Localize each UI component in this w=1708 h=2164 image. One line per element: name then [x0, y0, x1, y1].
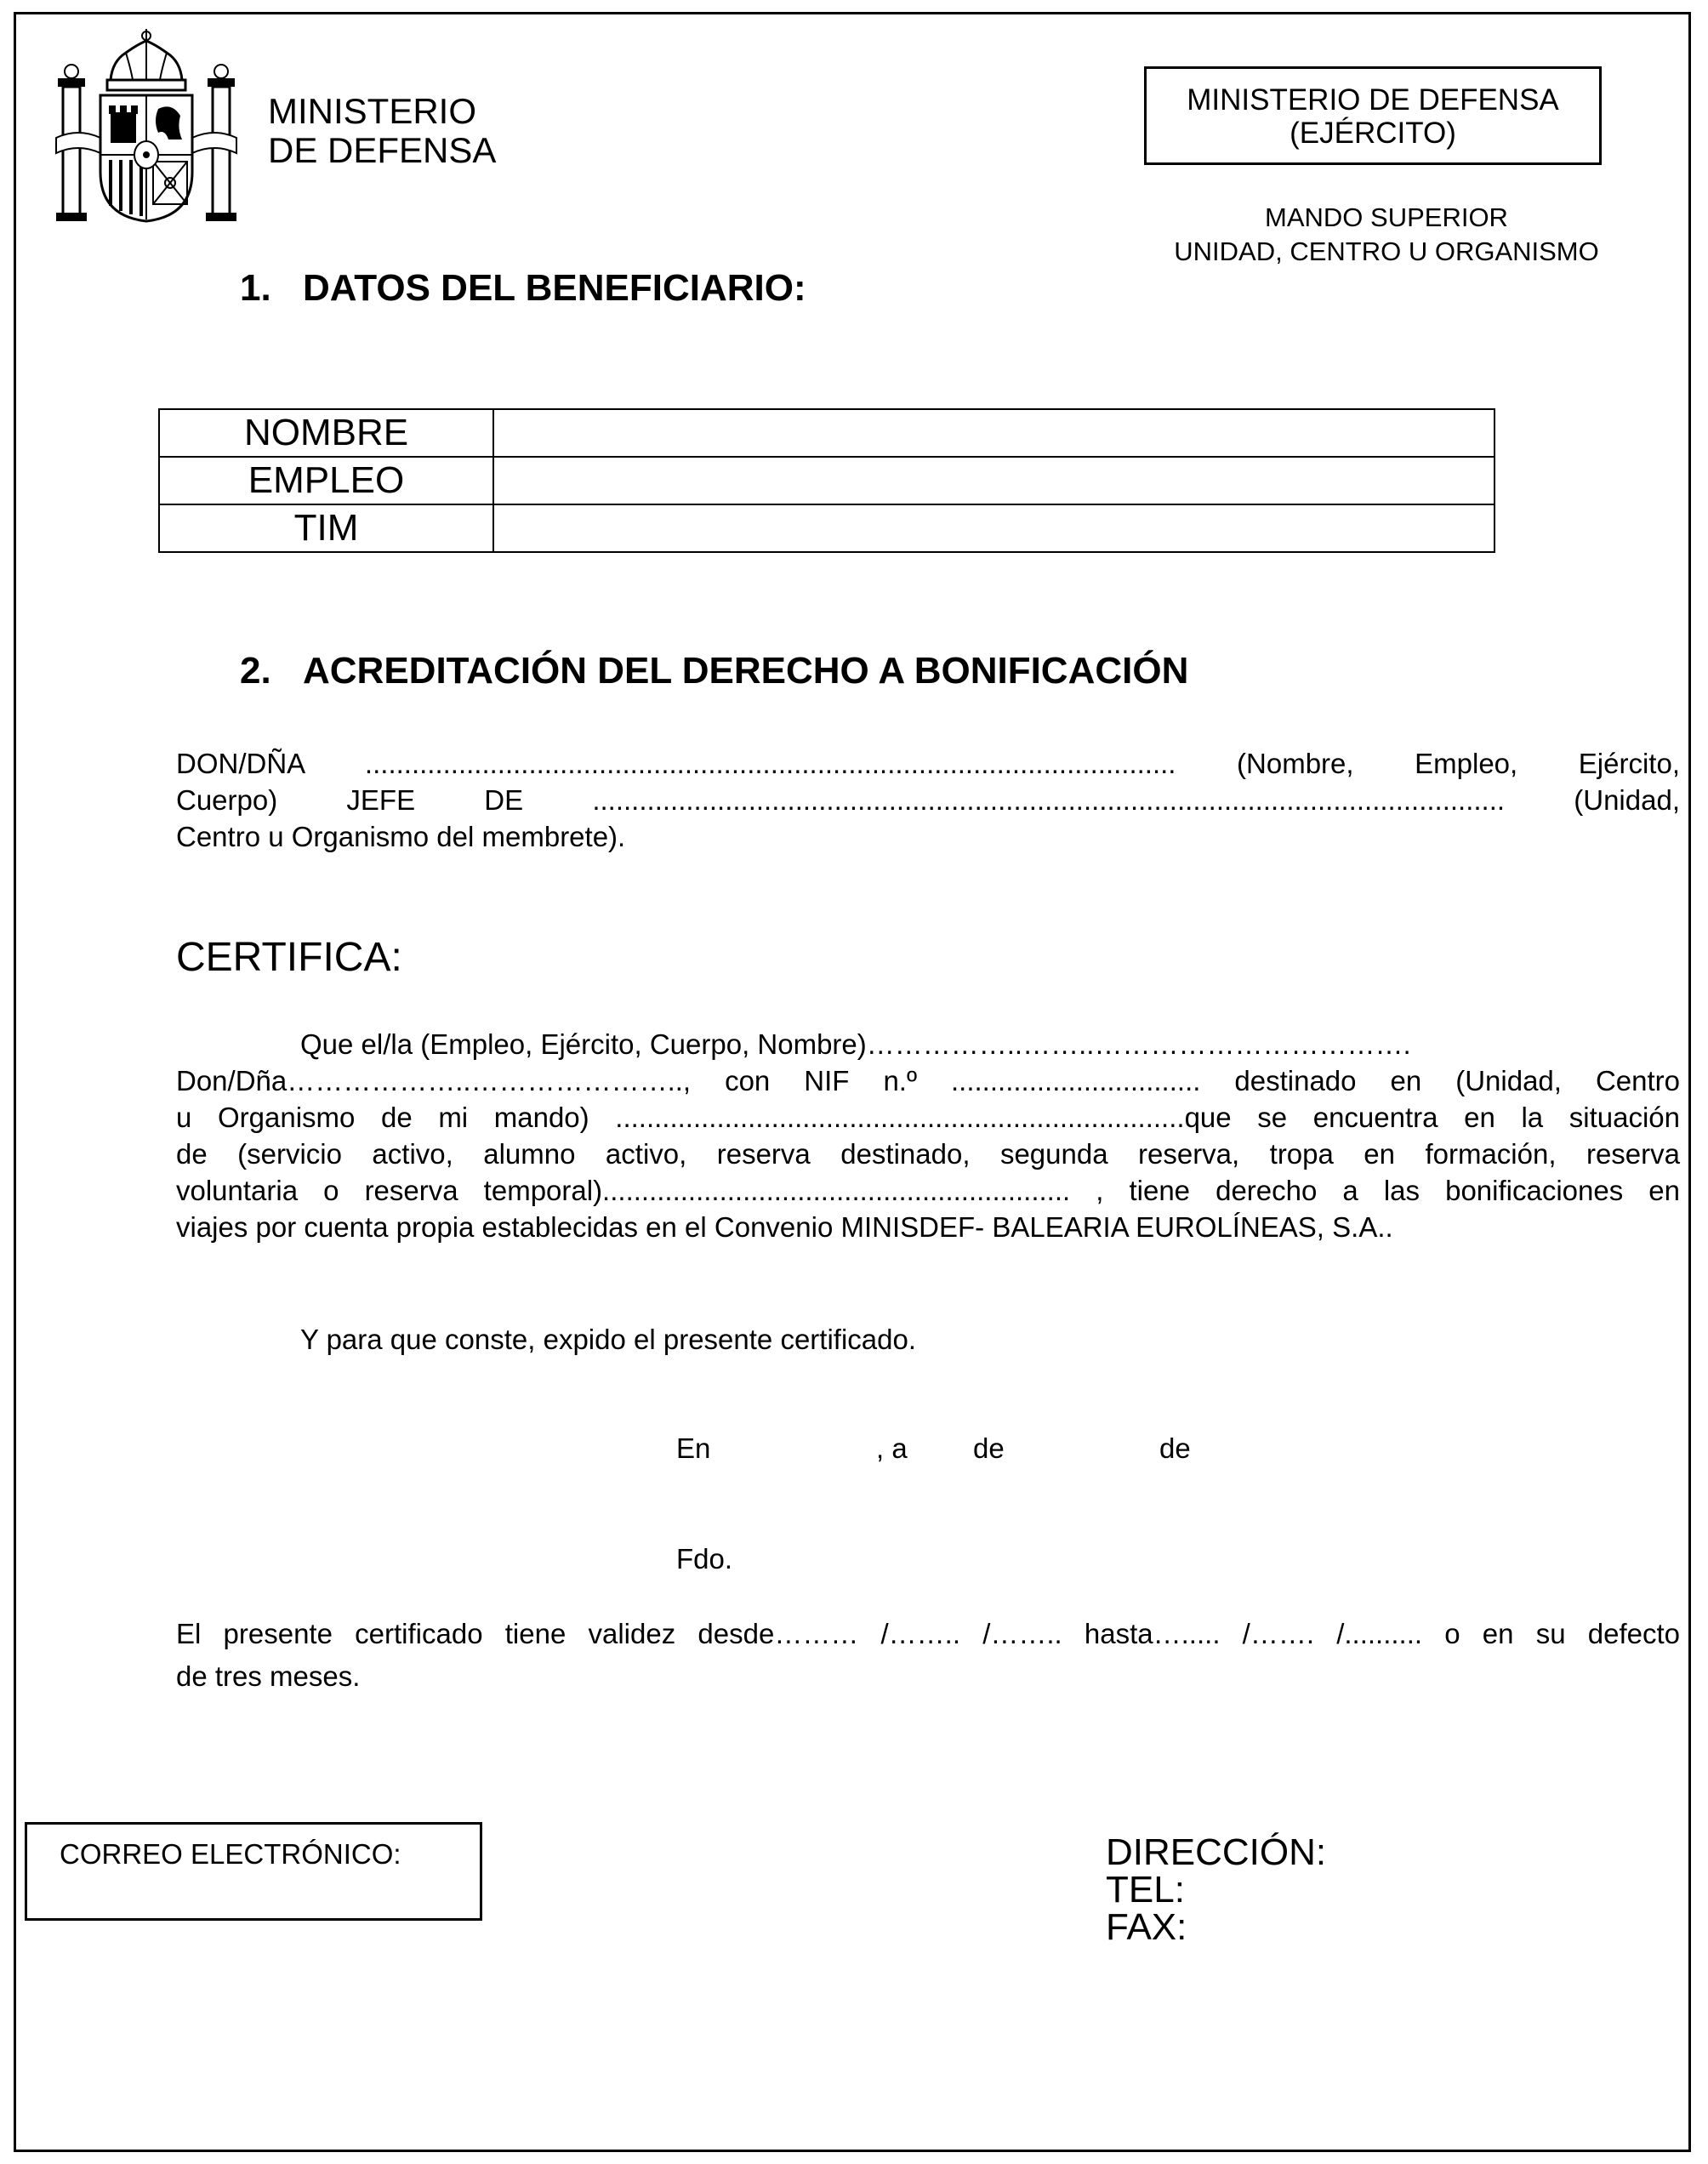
coat-of-arms-logo	[53, 27, 240, 225]
tim-label: TIM	[159, 504, 493, 552]
direccion-label: DIRECCIÓN:	[1106, 1831, 1327, 1873]
place-a: , a	[876, 1432, 908, 1464]
acreditacion-line3: Centro u Organismo del membrete).	[176, 821, 626, 852]
certifica-line2: Don/Dña………………..………………….., con NIF n.º ................................ destinado en (Unidad, Centro	[176, 1065, 1680, 1096]
validity-line2: de tres meses.	[176, 1660, 361, 1692]
ministry-name	[268, 92, 496, 170]
ministry-name-line2: DE DEFENSA	[268, 130, 497, 170]
fax-label: FAX:	[1106, 1906, 1187, 1948]
certifica-line5: voluntaria o reserva temporal)............................................................ , tiene derecho a las bonificaciones en	[176, 1175, 1680, 1206]
acreditacion-line2: Cuerpo) JEFE DE ..................................................................................................................... (Unidad,	[176, 784, 1680, 816]
closing-text: Y para que conste, expido el presente certificado.	[300, 1324, 917, 1355]
tel-label: TEL:	[1106, 1869, 1185, 1911]
mando-superior	[1114, 201, 1659, 269]
empleo-field[interactable]	[493, 457, 1494, 504]
section2-title-text: ACREDITACIÓN DEL DERECHO A BONIFICACIÓN	[303, 650, 1189, 692]
ministry-name-line1: MINISTERIO	[268, 91, 477, 131]
validity-paragraph	[176, 1613, 1680, 1698]
place-en: En	[676, 1432, 711, 1464]
mando-line2: UNIDAD, CENTRO U ORGANISMO	[1174, 236, 1599, 266]
certifica-heading: CERTIFICA:	[176, 935, 402, 980]
validity-line1: El presente certificado tiene validez desde……… /…….. /…….. hasta…..... /……. /.......... o en su defecto	[176, 1618, 1680, 1649]
table-row	[159, 457, 1494, 504]
ministry-box-line1: MINISTERIO DE DEFENSA	[1187, 83, 1559, 117]
tim-field[interactable]	[493, 504, 1494, 552]
section2-title	[240, 650, 1188, 692]
mando-line1: MANDO SUPERIOR	[1265, 202, 1508, 232]
nombre-label: NOMBRE	[159, 409, 493, 457]
contact-block	[1106, 1831, 1327, 1948]
table-row	[159, 504, 1494, 552]
section2-number: 2.	[240, 650, 271, 692]
nombre-field[interactable]	[493, 409, 1494, 457]
ministry-box-line2: (EJÉRCITO)	[1290, 117, 1456, 150]
certifica-paragraph	[176, 1026, 1680, 1245]
beneficiary-table	[158, 408, 1495, 553]
acreditacion-paragraph	[176, 745, 1680, 855]
ministry-box	[1144, 66, 1602, 165]
correo-box	[25, 1822, 482, 1921]
correo-label: CORREO ELECTRÓNICO:	[60, 1838, 401, 1870]
acreditacion-line1: DON/DÑA ........................................................................................................ (Nombre, Empleo, Ejército,	[176, 748, 1680, 779]
table-row	[159, 409, 1494, 457]
place-de1: de	[973, 1432, 1005, 1464]
signature-label: Fdo.	[676, 1543, 733, 1575]
certifica-line1: Que el/la (Empleo, Ejército, Cuerpo, Nombre)……………..……..…………………………….	[300, 1028, 1411, 1060]
place-de2: de	[1159, 1432, 1191, 1464]
certifica-line6: viajes por cuenta propia establecidas en el Convenio MINISDEF- BALEARIA EUROLÍNEAS, S.A..	[176, 1211, 1393, 1243]
certifica-line4: de (servicio activo, alumno activo, reserva destinado, segunda reserva, tropa en formación, reserva	[176, 1138, 1680, 1170]
section1-title-text: DATOS DEL BENEFICIARIO:	[303, 267, 806, 309]
empleo-label: EMPLEO	[159, 457, 493, 504]
certifica-line3: u Organismo de mi mando) .........................................................................que se encuentra en la situación	[176, 1102, 1680, 1133]
section1-number: 1.	[240, 267, 271, 309]
section1-title	[240, 267, 806, 310]
